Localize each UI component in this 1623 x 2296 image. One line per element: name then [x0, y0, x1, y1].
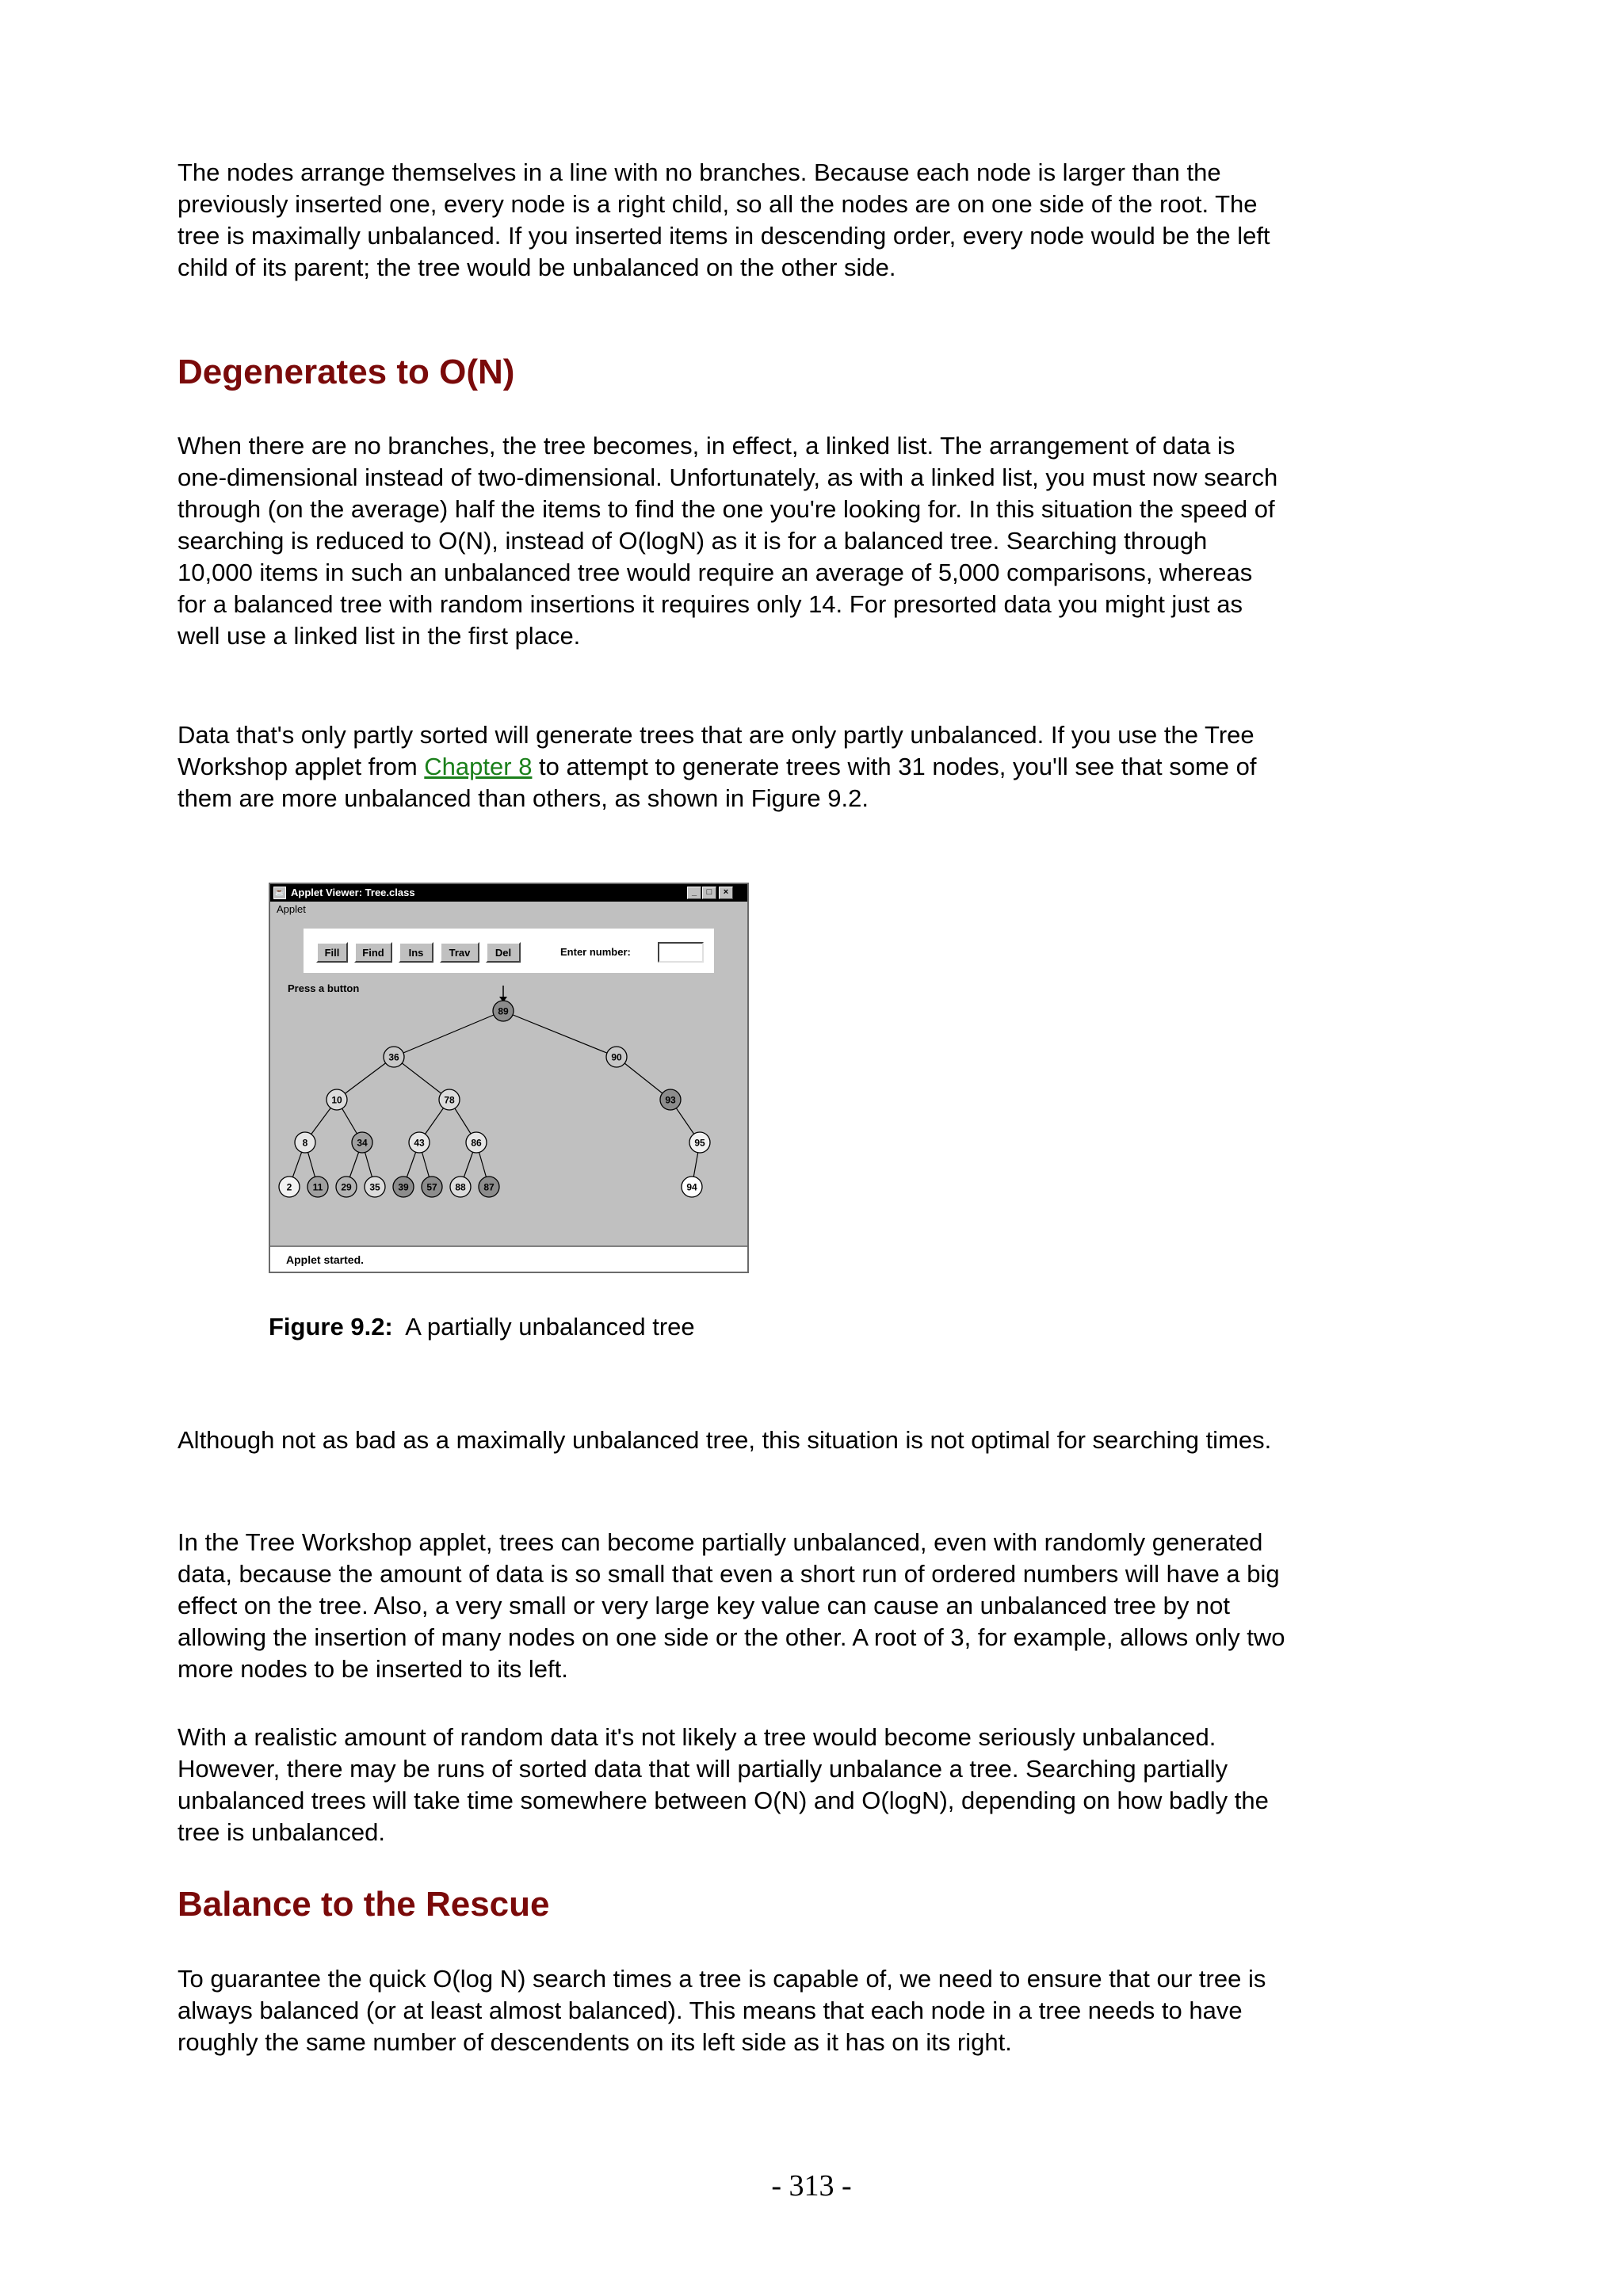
paragraph-partly-sorted [178, 719, 1287, 814]
tree-node-label: 89 [498, 1005, 509, 1017]
applet-title: Applet Viewer: Tree.class [291, 887, 415, 898]
tree-node-label: 94 [686, 1181, 697, 1193]
tree-node [336, 1177, 357, 1197]
tree-node [409, 1132, 430, 1153]
tree-node-label: 10 [331, 1094, 342, 1106]
paragraph-not-optimal: Although not as bad as a maximally unbalanced tree, this situation is not optimal for searching times. [178, 1426, 1272, 1454]
tree-diagram [270, 884, 747, 1245]
tree-node-label: 88 [455, 1181, 466, 1193]
tree-node-label: 78 [444, 1094, 455, 1106]
ins-button[interactable]: Ins [399, 942, 433, 963]
applet-status-text: Applet started. [286, 1253, 365, 1266]
tree-node [422, 1177, 442, 1197]
trav-button[interactable]: Trav [440, 942, 479, 963]
tree-node [295, 1132, 315, 1153]
chapter-8-link[interactable]: Chapter 8 [424, 753, 533, 780]
del-button[interactable]: Del [486, 942, 521, 963]
tree-node-label: 29 [341, 1181, 352, 1193]
figure-label: Figure 9.2: [269, 1313, 393, 1341]
heading-degenerates: Degenerates to O(N) [178, 353, 515, 391]
tree-node-label: 36 [388, 1051, 399, 1063]
tree-node [466, 1132, 487, 1153]
tree-node [327, 1089, 347, 1110]
tree-node-label: 87 [483, 1181, 495, 1193]
tree-edge [503, 1011, 617, 1057]
paragraph-partly-sorted-start: Data that's only partly sorted will generate trees that are only partly unbalanced. If you use the Tree Workshop applet from [178, 721, 1254, 780]
tree-node-label: 57 [426, 1181, 437, 1193]
tree-node [279, 1177, 300, 1197]
tree-node [384, 1047, 404, 1067]
java-cup-icon: ☕ [273, 887, 286, 899]
tree-node [606, 1047, 627, 1067]
tree-node [352, 1132, 372, 1153]
close-icon[interactable]: × [719, 887, 733, 899]
tree-node-label: 35 [369, 1181, 380, 1193]
tree-node [307, 1177, 328, 1197]
paragraph-workshop-unbalanced: In the Tree Workshop applet, trees can become partially unbalanced, even with randomly generated data, because the amount of data is so small that even a short run of ordered numbers will have a big effect on the tree. Also, a very small or very large key value can cause an unbalanced tree by not allowing the insertion of many nodes on one side or the other. A root of 3, for example, allows only two more nodes to be inserted to its left. [178, 1528, 1285, 1683]
tree-node-label: 90 [611, 1051, 622, 1063]
paragraph-maximally-unbalanced: The nodes arrange themselves in a line with no branches. Because each node is larger than the previously inserted one, every node is a right child, so all the nodes are on one side of the root. The tree is maximally unbalanced. If you inserted items in descending order, every node would be the left child of its parent; the tree would be unbalanced on the other side. [178, 158, 1270, 281]
tree-node-label: 86 [471, 1137, 482, 1149]
tree-node [493, 1001, 514, 1021]
paragraph-guarantee: To guarantee the quick O(log N) search times a tree is capable of, we need to ensure that our tree is always balanced (or at least almost balanced). This means that each node in a tree needs to have roughly the same number of descendents on its left side as it has on its right. [178, 1965, 1266, 2056]
tree-edge [394, 1011, 503, 1057]
figure-caption-text: A partially unbalanced tree [405, 1313, 695, 1341]
tree-node-label: 2 [286, 1181, 292, 1193]
tree-node-label: 43 [414, 1137, 425, 1149]
tree-node-label: 95 [694, 1137, 705, 1149]
tree-node-label: 11 [312, 1181, 323, 1193]
applet-window [269, 883, 749, 1273]
find-button[interactable]: Find [354, 942, 392, 963]
tree-node [689, 1132, 710, 1153]
maximize-icon[interactable]: □ [702, 887, 716, 899]
page-number: - 313 - [771, 2169, 852, 2203]
heading-balance-rescue: Balance to the Rescue [178, 1885, 550, 1924]
figure-caption [269, 1311, 695, 1343]
applet-message: Press a button [288, 982, 360, 994]
fill-button[interactable]: Fill [316, 942, 348, 963]
paragraph-random-data: With a realistic amount of random data it's not likely a tree would become seriously unbalanced. However, there may be runs of sorted data that will partially unbalance a tree. Searching partially unbalanced trees will take time somewhere between O(N) and O(logN), depending on how badly the tree is unbalanced. [178, 1723, 1269, 1846]
tree-node [439, 1089, 460, 1110]
tree-node [660, 1089, 681, 1110]
paragraph-partly-sorted-end: to attempt to generate trees with 31 nodes, you'll see that some of them are more unbalanced than others, as shown in Figure 9.2. [178, 753, 1257, 812]
tree-node-label: 93 [665, 1094, 676, 1106]
tree-node [365, 1177, 385, 1197]
tree-node [479, 1177, 499, 1197]
minimize-icon[interactable]: _ [687, 887, 701, 899]
paragraph-linked-list: When there are no branches, the tree becomes, in effect, a linked list. The arrangement of data is one-dimensional instead of two-dimensional. Unfortunately, as with a linked list, you must now search through (on the average) half the items to find the one you're looking for. In this situation the speed of searching is reduced to O(N), instead of O(logN) as it is for a balanced tree. Searching through 10,000 items in such an unbalanced tree would require an average of 5,000 comparisons, whereas for a balanced tree with random insertions it requires only 14. For presorted data you might just as well use a linked list in the first place. [178, 432, 1278, 650]
tree-node [450, 1177, 471, 1197]
tree-node-label: 8 [302, 1137, 308, 1149]
tree-node [393, 1177, 414, 1197]
tree-node-label: 34 [357, 1137, 368, 1149]
menu-applet[interactable]: Applet [277, 903, 306, 915]
enter-number-label: Enter number: [560, 946, 631, 958]
tree-node-label: 39 [398, 1181, 409, 1193]
tree-node [682, 1177, 702, 1197]
applet-statusbar [270, 1245, 747, 1272]
